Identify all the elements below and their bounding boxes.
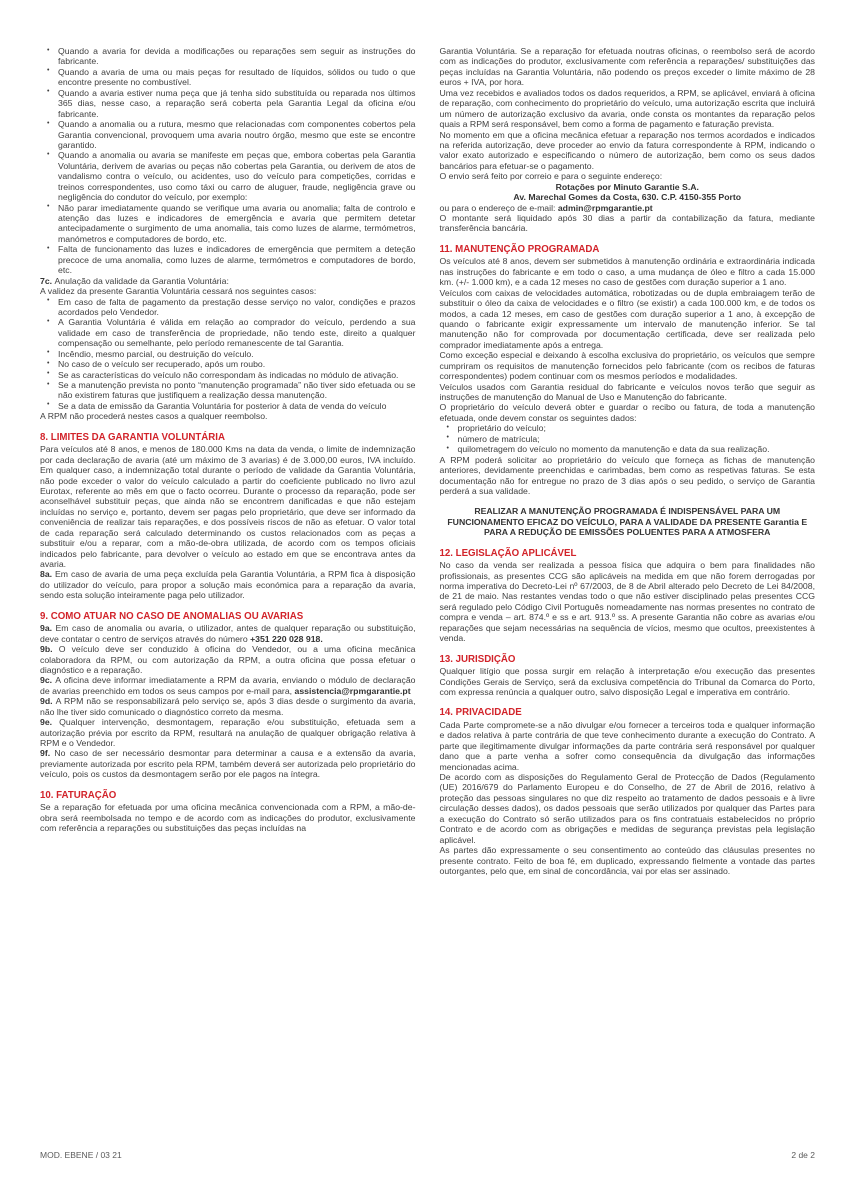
bullet-text (58, 203, 416, 244)
text-run: Quando a avaria de uma ou mais peças for resultado de líquidos, sólidos ou tudo o que encontre presente no combustível. (58, 66, 416, 88)
bullet-text (58, 370, 398, 380)
bullet-item (40, 203, 416, 245)
bullet-icon: • (47, 119, 50, 127)
text-run: O envio será feito por correio e para o seguinte endereço: (439, 171, 663, 182)
bullet-icon: • (446, 444, 449, 452)
paragraph (40, 286, 416, 296)
bullet-icon: • (47, 150, 50, 158)
paragraph (440, 772, 816, 845)
text-run: proprietário do veículo; (457, 423, 546, 434)
text-run: A validez da presente Garantia Voluntária cessará nos seguintes casos: (40, 286, 317, 297)
paragraph (440, 560, 816, 644)
bullet-text (58, 401, 386, 411)
text-run: Se a manutenção prevista no ponto “manutenção programada” não tiver sido efetuada ou se não existirem faturas que justifiquem a realização dessa manutenção. (58, 380, 416, 401)
text-run: A RPM poderá solicitar ao proprietário do veículo que forneça as fichas de manutenção anteriores, devidamente preenchidas e carimbadas, bem como as respetivas faturas. Se esta documentação não for entregue no prazo de 3 dias após o seu pedido, o serviço de Garantia perderá a sua validade. (439, 454, 815, 496)
text-run: Veículos com caixas de velocidades automática, robotizadas ou de dupla embraiagem terão de substituir o óleo da caixa de velocidades e o filtro (se existir) a cada 100.000 km, e de todos os modos, a cada 12 meses, em caso de gestões com duração superior a 1 ano, à excepção de quando o fabricante exigir expressamente um intervalo de manutenção inferior. Se tal manutenção não for comprovada por documentação certificada, deve ser realizada pelo comprador imediatamente após a entrega. (439, 287, 815, 350)
paragraph (40, 623, 416, 644)
column-right (440, 46, 816, 876)
email-admin: admin@rpmgarantie.pt (557, 202, 653, 213)
bullet-item (40, 401, 416, 411)
text-run: número de matrícula; (457, 433, 540, 444)
maintenance-notice (444, 506, 812, 537)
bullet-text (58, 359, 265, 369)
text-run: Av. Marechal Gomes da Costa, 630. C.P. 4150-355 Porto (513, 192, 742, 203)
paragraph (440, 203, 816, 213)
text-run: REALIZAR A MANUTENÇÃO PROGRAMADA É INDISPENSÁVEL PARA UM FUNCIONAMENTO EFICAZ DO VEÍCULO, PARA A VALIDADE DA PRESENTE Garantia E PARA A REDUÇÃO DE EMISSÕES POLUENTES PARA A ATMOSFERA (447, 506, 808, 538)
text-run: A Garantia Voluntária é válida em relação ao comprador do veículo, perdendo a sua validade em caso de transferência de propriedade, não tendo este, direito a qualquer compensação ou semelhante, pelo período remanescente de tal Garantia. (58, 317, 416, 349)
bullet-text (58, 67, 416, 87)
paragraph (40, 644, 416, 675)
bullet-item (440, 434, 816, 444)
document-model-code: MOD. EBENE / 03 21 (40, 1150, 122, 1160)
text-run: O veículo deve ser conduzido à oficina do Vendedor, ou a uma oficina mecânica colaboradora da RPM, ou com autorização da RPM, a outra oficina que possa efetuar o diagnóstico e a reparação. (40, 644, 416, 675)
text-run: A RPM não procederá nestes casos a qualquer reembolso. (40, 411, 268, 422)
company-name (440, 182, 816, 192)
bullet-icon: • (446, 434, 449, 442)
bullet-icon: • (47, 67, 50, 75)
phone-number: +351 220 028 918. (250, 633, 323, 644)
bullet-item (40, 359, 416, 369)
text-run: Os veículos até 8 anos, devem ser submetidos à manutenção ordinária e extraordinária indicada nas instruções do fabricante e em todo o caso, a uma mudança de óleo e filtro a cada 15.000 km. (+/- 1.000 km), e a cada 12 meses no caso de gestões com duração superior a 1 ano. (439, 256, 815, 288)
text-run: Qualquer litígio que possa surgir em relação à interpretação e/ou execução das presentes Condições Gerais de Serviço, será da exclusiva competência do Tribunal da Comarca do Porto, com expressa renúncia a qualquer outro, salvo disposição Legal e imperativa em contrário. (439, 666, 815, 697)
bullet-item (40, 150, 416, 202)
bullet-icon: • (446, 423, 449, 431)
page-number: 2 de 2 (791, 1150, 815, 1160)
paragraph (440, 845, 816, 876)
paragraph (440, 46, 816, 88)
bullet-item (40, 370, 416, 380)
bullet-item (40, 46, 416, 67)
bold-text-run: 9d. (40, 696, 56, 707)
bold-text-run: 7c. (40, 275, 55, 286)
section-heading: 13. JURISDIÇÃO (439, 653, 516, 665)
bold-text-run: 9b. (40, 644, 59, 655)
text-run: Falta de funcionamento das luzes e indicadores de emergência que permitem a deteção precoce de uma anomalia, como luzes de alarme, termómetros e computadores de bordo, etc. (58, 244, 416, 276)
bullet-text (58, 150, 416, 202)
document-body (40, 46, 815, 876)
bullet-text (58, 349, 254, 359)
bold-text-run: 9a. (40, 623, 56, 634)
paragraph (440, 171, 816, 181)
bullet-text (458, 423, 546, 433)
paragraph (440, 402, 816, 423)
bullet-text (58, 317, 416, 348)
text-run: De acordo com as disposições do Regulamento Geral de Protecção de Dados (Regulamento (UE) 2016/679 do Parlamento Europeu e do Conselho, de 27 de Abril de 2016, relativo à proteção das pessoas singulares no que diz respeito ao tratamento de dados pessoais e à livre circulação desses dados), os dados pessoais que serão utilizados por qualquer das Partes para a execução do Contrato só serão utilizados para os fins contratuais estabelecidos no próprio Contrato e de acordo com as obrigações e medidas de segurança previstas pela legislação aplicável. (439, 772, 815, 845)
text-run: Em caso de falta de pagamento da prestação desse serviço no valor, condições e prazos acordados pelo Vendedor. (58, 296, 416, 317)
text-run: Se a reparação for efetuada por uma oficina mecânica convencionada com a RPM, a mão-de-obra será reembolsada no tempo e de acordo com as indicações do produtor, exclusivamente com referência a reparações ou substituições das peças incluídas na (40, 802, 416, 834)
text-run: Quando a anomalia ou a rutura, mesmo que relacionadas com componentes cobertos pela Garantia convencional, provoquem uma avaria noutro órgão, mesmo que este se encontre garantido. (58, 119, 416, 150)
text-run: Se as características do veículo não correspondam às indicadas no módulo de ativação. (58, 369, 399, 380)
paragraph (40, 696, 416, 717)
paragraph (40, 717, 416, 748)
bullet-text (458, 434, 540, 444)
bullet-item (40, 349, 416, 359)
bullet-icon: • (47, 244, 50, 252)
paragraph (40, 748, 416, 779)
bullet-item (440, 423, 816, 433)
bold-text-run: 8a. (40, 569, 55, 580)
text-run: Garantia Voluntária. Se a reparação for efetuada noutras oficinas, o reembolso será de acordo com as indicações do produtor, exclusivamente com referência a reparações/ substituições das peças incluídas na Garantia Voluntária, não podendo os preços exceder o limite máximo de 28 euros + IVA, por hora. (439, 46, 815, 88)
paragraph (440, 350, 816, 381)
paragraph (440, 213, 816, 234)
text-run: No momento em que a oficina mecânica efetuar a reparação nos termos acordados e indicados na referida autorização, deve proceder ao envio da fatura correspondente à RPM, indicando o valor exato autorizado e especificando o número de autorização, bem como os seus dados bancários para efetuar-se o pagamento. (439, 129, 815, 171)
bullet-icon: • (47, 317, 50, 325)
text-run: Incêndio, mesmo parcial, ou destruição do veículo. (58, 348, 254, 359)
paragraph (440, 130, 816, 172)
section-heading: 10. FATURAÇÃO (40, 789, 117, 801)
text-run: No caso de ser necessário desmontar para determinar a causa e a extensão da avaria, previamente autorizada por escrito pela RPM, também deverá ser autorizada pelo proprietário do veículo, pois os custos da desmontagem serão por ele pagos na íntegra. (40, 748, 416, 780)
paragraph (440, 455, 816, 497)
paragraph (440, 382, 816, 403)
paragraph (440, 288, 816, 351)
bullet-icon: • (47, 297, 50, 304)
bullet-icon: • (47, 203, 50, 211)
bullet-item (40, 67, 416, 88)
paragraph (40, 411, 416, 421)
text-run: Rotações por Minuto Garantie S.A. (555, 181, 699, 192)
text-run: Para veículos até 8 anos, e menos de 180.000 Kms na data da venda, o limite de indemnização por cada declaração de avaria (até um máximo de 3 avarias) é de 3.000,00 euros, IVA incluído. Em qualquer caso, a indemnização total durante o período de validade da Garantia Voluntária, não pode exceder o valor do veículo calculado a partir do coeficiente publicado no livro azul Eurotax, referente ao mês em que o facto ocorreu. Durante o processo da reparação, pode ser aconselhável substituir peças, que ainda não se encontrem danificadas e que não estejam incluídas no serviço e, portanto, devem ser pagas pelo proprietário, que deve ser informado da conveniência de realizar tais reparações, e dos possíveis riscos de não as efetuar. O valor total de cada reparação será calculado determinando os custos relacionados com as peças a substituir e/ou a reparar, com a mão-de-obra utilizada, de acordo com os tempos oficiais indicados pelo fabricante, para devolver o veículo ao estado em que se encontrava antes da avaria. (40, 444, 416, 569)
bullet-text (58, 297, 416, 317)
bullet-item (40, 119, 416, 150)
bullet-icon: • (47, 88, 50, 96)
paragraph (440, 88, 816, 130)
text-run: No caso da venda ser realizada a pessoa física que adquira o bem para finalidades não profissionais, as presentes CCG são aplicáveis na medida em que não forem derrogadas por norma imperativa do Decreto-Lei nº 67/2003, de 8 de Abril alterado pelo Decreto de Lei 84/2008, de 21 de maio. Nas restantes vendas todo o que não estiver disciplinado pelas presentes CCG será regulado pelo Código Civil Português nomeadamente nas normas presentes no contrato de compra e venda – art. 874.º e ss e art. 913.º ss. A presente Garantia não cobre as avarias e/ou reparações que sejam necessárias na sequência de vícios, mesmo que ocultos, preexistentes à venda. (439, 560, 815, 644)
paragraph (40, 802, 416, 833)
text-run: Não parar imediatamente quando se verifique uma avaria ou anomalia; falta de controlo e atenção das luzes e indicadores de emergência e avaria que permitem detetar antecipadamente o surgimento de uma anomalia, tais como luzes de alarme, termómetros, manómetros e computadores de bordo, etc. (58, 202, 416, 244)
section-heading: 9. COMO ATUAR NO CASO DE ANOMALIAS OU AVARIAS (40, 610, 304, 622)
section-heading: 8. LIMITES DA GARANTIA VOLUNTÁRIA (40, 431, 225, 443)
text-run: Em caso de avaria de uma peça excluída pela Garantia Voluntária, a RPM fica à disposição do utilizador do veículo, para propor a solução mais económica para a reparação da avaria, sendo esta solução inteiramente paga pelo utilizador. (40, 569, 416, 601)
bullet-item (40, 317, 416, 348)
text-run: Qualquer intervenção, desmontagem, reparação e/ou substituição, efetuada sem a autorização prévia por escrito da RPM, resultará na anulação de qualquer obrigação relativa à RPM e o Vendedor. (40, 717, 416, 748)
bullet-text (58, 88, 416, 119)
text-run: Quando a avaria for devida a modificações ou reparações sem seguir as instruções do fabricante. (58, 46, 416, 67)
text-run: Uma vez recebidos e avaliados todos os dados requeridos, a RPM, se aplicável, enviará à oficina de reparação, com conhecimento do proprietário do veículo, uma autorização escrita que incluirá um número de autorização exclusivo da avaria, onde consta os montantes da reparação pelos quais a RPM será responsável, bem como a forma de pagamento e faturação prevista. (439, 87, 815, 130)
paragraph (40, 569, 416, 600)
text-run: No caso de o veículo ser recuperado, após um roubo. (58, 359, 266, 370)
bullet-text (458, 444, 770, 454)
bullet-icon: • (47, 46, 50, 54)
page-footer (40, 1150, 815, 1160)
text-run: Se a data de emissão da Garantia Voluntária for posterior à data de venda do veículo (58, 400, 387, 411)
text-run: Em caso de anomalia ou avaria, o utilizador, antes de qualquer reparação ou substituição, deve contatar o centro de serviços através do número (40, 623, 416, 644)
bullet-text (58, 380, 416, 400)
bullet-item (40, 244, 416, 275)
section-heading: 14. PRIVACIDADE (439, 707, 522, 719)
text-run: Veículos usados com Garantia residual do fabricante e veículos novos terão que seguir as instruções de manutenção do Manual de Uso e Manutenção do fabricante. (439, 381, 815, 402)
text-run: Quando a anomalia ou avaria se manifeste em peças que, embora cobertas pela Garantia Voluntária, derivem de avarias ou peças não cobertas pela Garantia, ou derivem de atos de vandalismo contra o veículo, ou acidentes, uso do veículo para competições, corridas e treinos correspondentes, uso como táxi ou carro de aluguer, fraude, negligência grave ou negligência do condutor do veículo, por exemplo: (58, 150, 416, 203)
bullet-item (40, 380, 416, 401)
bold-text-run: 9c. (40, 675, 56, 686)
text-run: A oficina deve informar imediatamente a RPM da avaria, enviando o módulo de declaração de avarias preenchido em todos os seus campos por e-mail para, (40, 675, 416, 696)
paragraph (40, 675, 416, 696)
section-heading: 11. MANUTENÇÃO PROGRAMADA (439, 243, 600, 255)
bullet-icon: • (47, 359, 50, 367)
paragraph (40, 444, 416, 569)
bullet-item (40, 297, 416, 318)
text-run: Quando a avaria estiver numa peça que já tenha sido substituída ou reparada nos últimos 365 dias, nesse caso, a reparação será coberta pela Garantia Legal da oficina e/ou fabricante. (58, 87, 416, 119)
section-heading: 12. LEGISLAÇÃO APLICÁVEL (439, 547, 577, 559)
bullet-item (40, 88, 416, 119)
text-run: A RPM não se responsabilizará pelo serviço se, após 3 dias desde o surgimento da avaria, não lhe tiver sido comunicado o diagnóstico correto da mesma. (40, 696, 416, 717)
email-assistencia: assistencia@rpmgarantie.pt (294, 685, 411, 696)
paragraph (440, 256, 816, 287)
bullet-icon: • (47, 370, 50, 378)
text-run: As partes dão expressamente o seu consentimento ao conteúdo das cláusulas presentes no presente contrato. Feito de boa fé, em duplicado, expressando fielmente a vontade das partes outorgantes, pelo que, em sinal de concordância, vai por elas ser assinado. (439, 845, 815, 876)
text-run: Como exceção especial e deixando à escolha exclusiva do proprietário, os veículos que sempre cumpriram os requisitos de manutenção fornecidos pelo fabricante (com os recibos de faturas correspondentes) podem continuar com os mesmos períodos e modalidades. (439, 350, 815, 382)
paragraph (440, 666, 816, 697)
paragraph (440, 720, 816, 772)
paragraph (40, 276, 416, 286)
bold-text-run: 9e. (40, 717, 60, 728)
bullet-icon: • (47, 401, 50, 409)
text-run: O montante será liquidado após 30 dias a partir da contabilização da fatura, mediante transferência bancária. (439, 213, 815, 234)
text-run: quilometragem do veículo no momento da manutenção e data da sua realização. (457, 444, 770, 455)
company-address (440, 192, 816, 202)
column-left (40, 46, 416, 876)
text-run: Cada Parte compromete-se a não divulgar e/ou fornecer a terceiros toda e qualquer informação e dados relativa à parte contrária de que teve conhecimento durante a execução do Contrato. A parte que ilegitimamente divulgar informações da parte contrária será responsável por qualquer dano que a parte venha a sofrer como consequência da divulgação das informações mencionadas acima. (439, 719, 815, 772)
bold-text-run: 9f. (40, 748, 55, 759)
bullet-text (58, 46, 416, 66)
bullet-text (58, 119, 416, 150)
text-run: Anulação da validade da Garantia Voluntária: (54, 275, 229, 286)
text-run: ou para o endereço de e-mail: (439, 202, 558, 213)
text-run: O proprietário do veículo deverá obter e guardar o recibo ou fatura, de toda a manutenção efetuada, onde devem constar os seguintes dados: (439, 402, 815, 423)
bullet-icon: • (47, 380, 50, 388)
bullet-item (440, 444, 816, 454)
bullet-text (58, 244, 416, 275)
bullet-icon: • (47, 349, 50, 357)
